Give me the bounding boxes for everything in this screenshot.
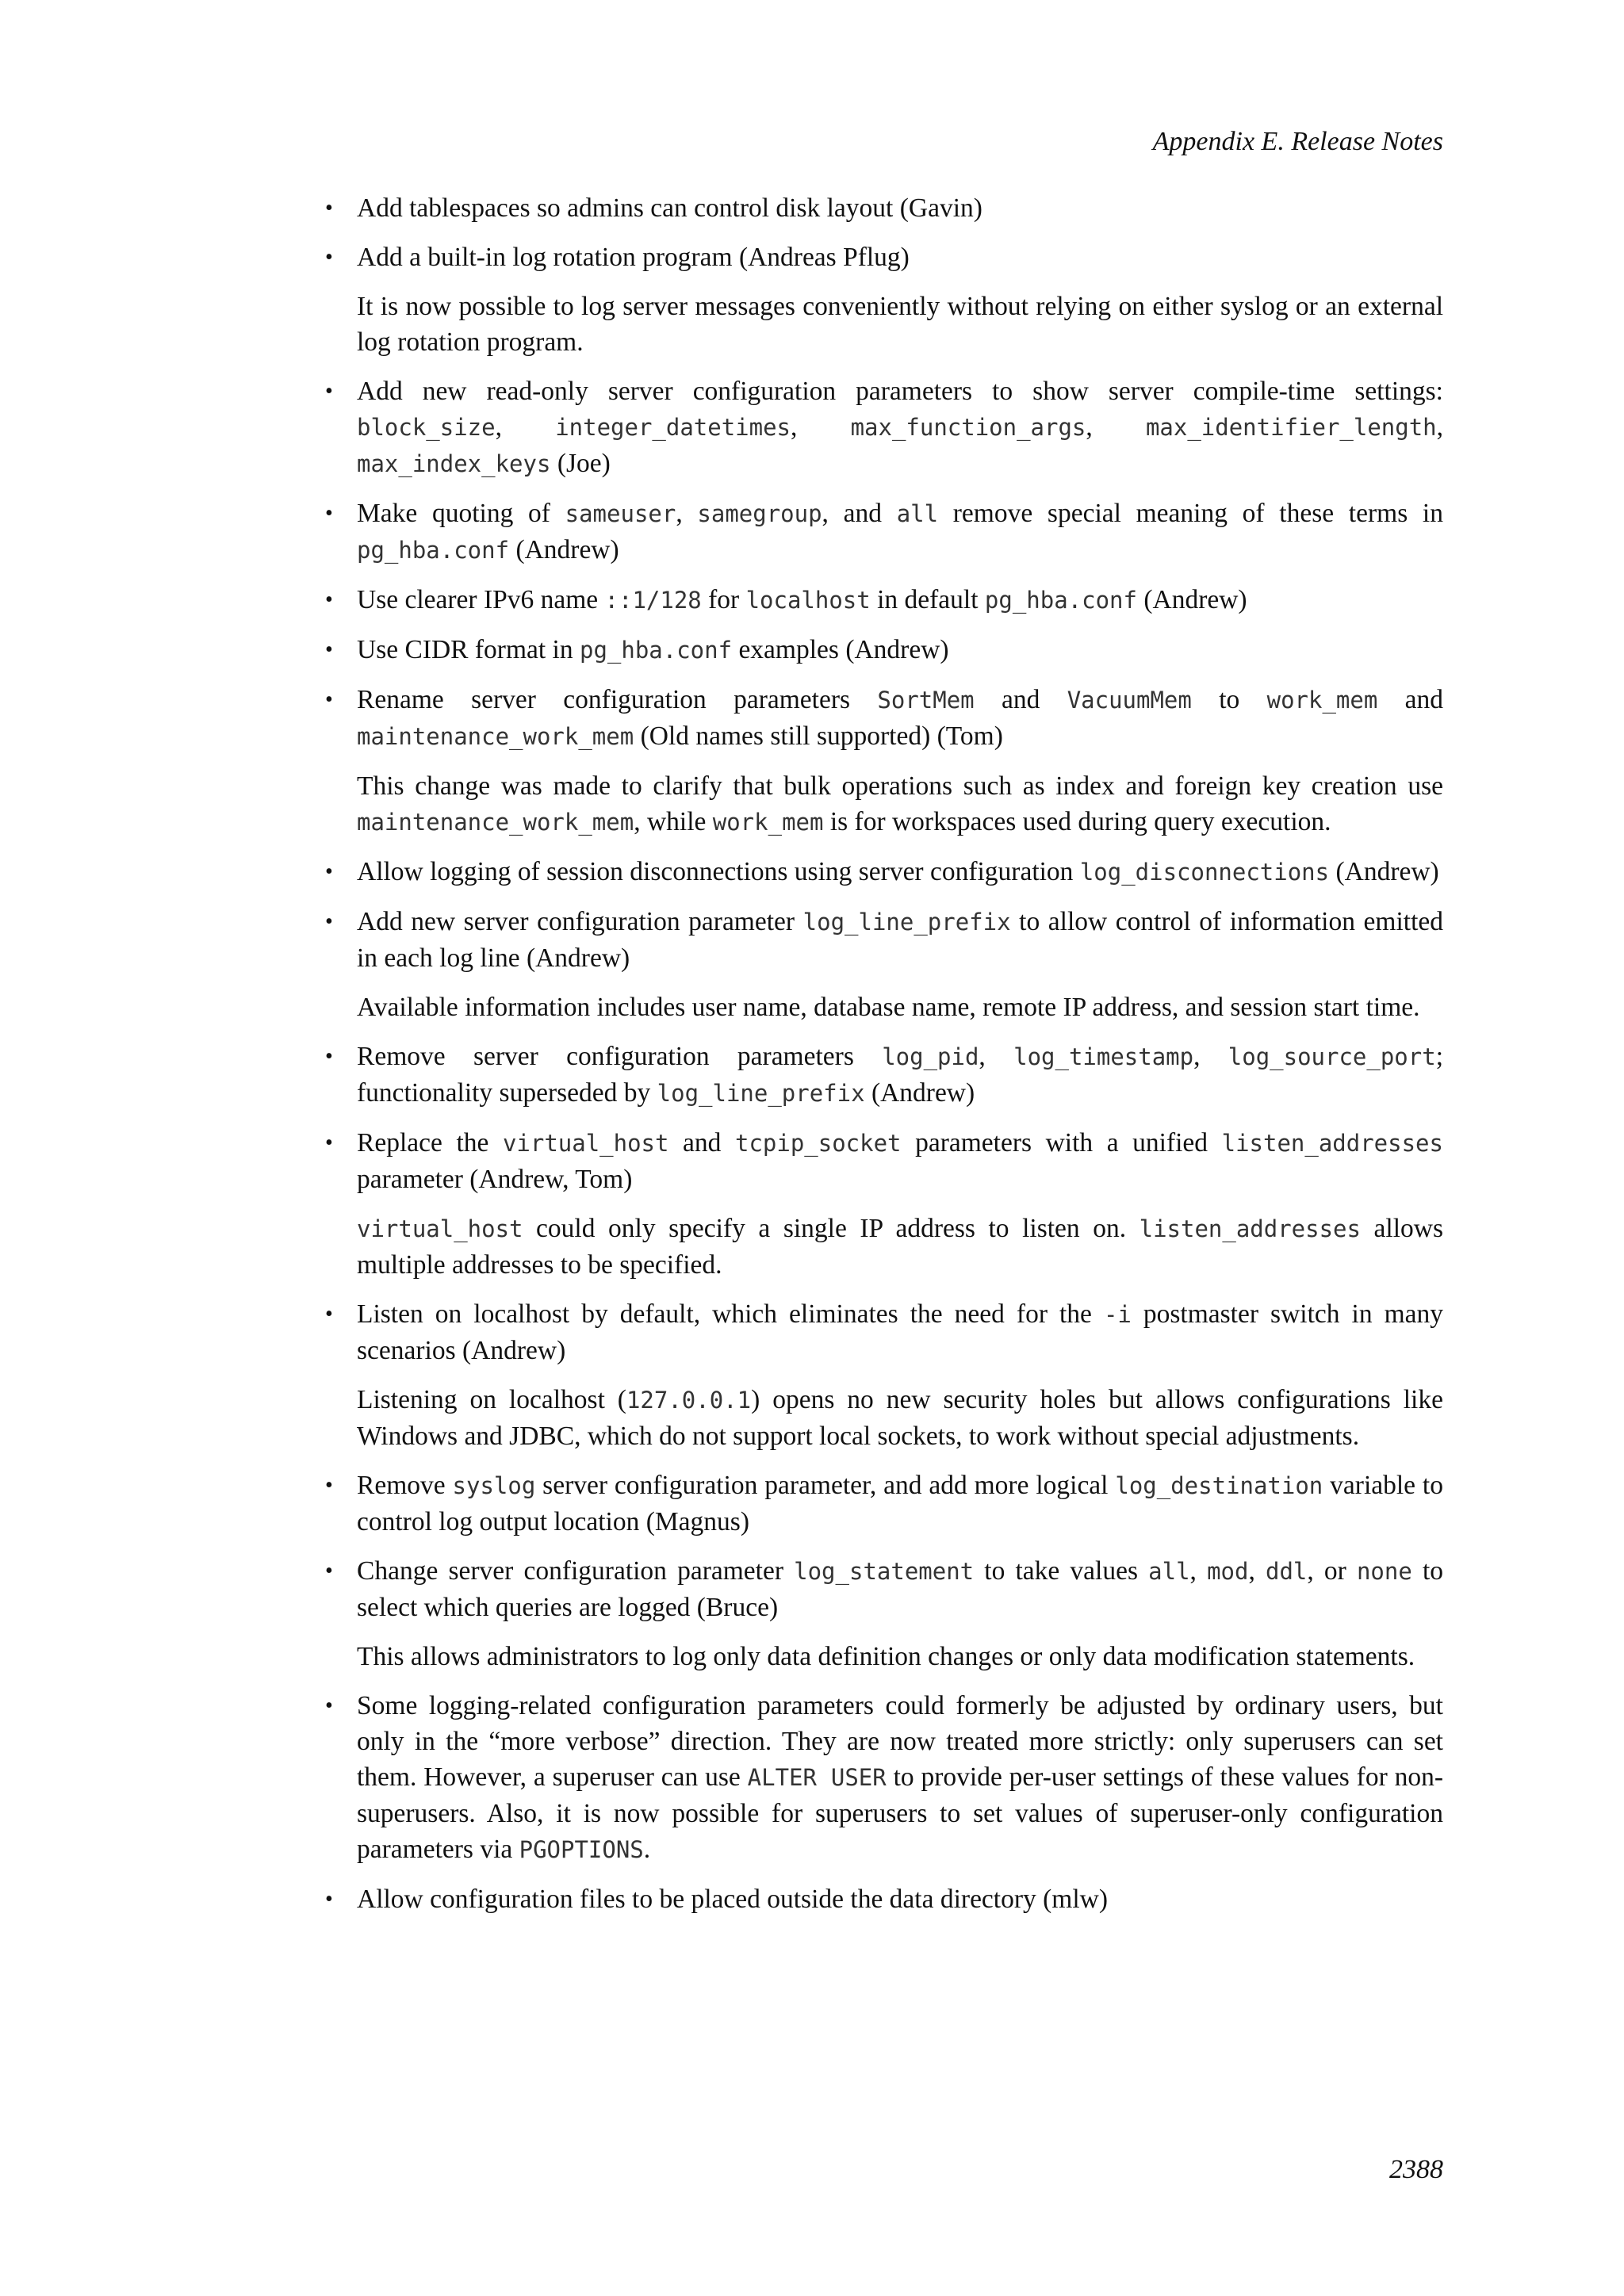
list-item [325, 1553, 1443, 1674]
text-run: , [1193, 1042, 1228, 1071]
item-note [357, 989, 1443, 1025]
bullet-icon: • [325, 859, 333, 884]
bullet-icon: • [325, 1302, 333, 1326]
text-run: ; functionality superseded by [357, 1042, 1444, 1108]
text-run: , [676, 499, 698, 528]
list-item [325, 239, 1443, 360]
bullet-icon: • [325, 1044, 333, 1069]
bullet-icon: • [325, 687, 333, 712]
item-text [357, 1296, 1443, 1368]
text-run: Rename server configuration parameters [357, 685, 878, 714]
text-run: to [1191, 685, 1267, 714]
code-term: pg_hba.conf [984, 587, 1137, 614]
text-run: for [701, 585, 746, 614]
code-term: log_destination [1115, 1472, 1323, 1499]
text-run: , while [634, 807, 713, 836]
code-term: log_disconnections [1079, 859, 1330, 886]
list-item [325, 190, 1443, 226]
code-term: PGOPTIONS [519, 1836, 644, 1863]
code-term: listen_addresses [1221, 1130, 1443, 1157]
list-item [325, 1468, 1443, 1540]
list-item [325, 1881, 1443, 1917]
bullet-icon: • [325, 379, 333, 404]
text-run: (Old names still supported) (Tom) [634, 721, 1003, 751]
bullet-icon: • [325, 1887, 333, 1911]
bullet-icon: • [325, 196, 333, 220]
code-term: maintenance_work_mem [357, 723, 634, 750]
text-run: This allows administrators to log only data definition changes or only data modification statements. [357, 1642, 1415, 1671]
code-term: max_function_args [850, 414, 1086, 441]
text-run: , or [1307, 1556, 1357, 1586]
list-item [325, 582, 1443, 618]
text-run: Add tablespaces so admins can control disk layout (Gavin) [357, 193, 982, 223]
item-text [357, 1881, 1443, 1917]
text-run: and [668, 1128, 735, 1158]
text-run: , [1248, 1556, 1266, 1586]
text-run: It is now possible to log server messages conveniently without relying on either syslog or an external log rotation program. [357, 292, 1443, 357]
text-run: examples (Andrew) [732, 635, 949, 664]
code-term: 127.0.0.1 [626, 1387, 752, 1414]
item-note [357, 1382, 1443, 1454]
text-run: Some logging-related configuration parameters could formerly be adjusted by ordinary users, but only in the “more verbose” direction. They are now treated more strictly: only superusers can set them. However, a superuser can use [357, 1691, 1443, 1792]
item-text [357, 190, 1443, 226]
code-term: log_pid [882, 1043, 979, 1070]
text-run: Allow logging of session disconnections using server configuration [357, 857, 1080, 886]
text-run: , [1086, 412, 1146, 442]
item-text [357, 239, 1443, 275]
running-header: Appendix E. Release Notes [1152, 127, 1443, 156]
code-term: virtual_host [357, 1215, 523, 1242]
text-run: Make quoting of [357, 499, 565, 528]
code-term: log_timestamp [1013, 1043, 1194, 1070]
text-run: (Andrew) [864, 1078, 975, 1108]
item-text [357, 1468, 1443, 1540]
text-run: in default [870, 585, 985, 614]
code-term: tcpip_socket [734, 1130, 902, 1157]
text-run: parameters with a unified [901, 1128, 1222, 1158]
code-term: all [1148, 1558, 1190, 1585]
text-run: to take values [974, 1556, 1149, 1586]
text-run: Add new server configuration parameter [357, 907, 803, 936]
text-run: (Andrew) [509, 535, 619, 564]
code-term: max_identifier_length [1145, 414, 1437, 441]
bullet-icon: • [325, 245, 333, 270]
text-run: Use CIDR format in [357, 635, 580, 664]
text-run: could only specify a single IP address to listen on. [523, 1214, 1139, 1243]
bullet-icon: • [325, 501, 333, 526]
code-term: maintenance_work_mem [357, 809, 634, 836]
text-run: (Andrew) [1329, 857, 1439, 886]
text-run: , [495, 412, 556, 442]
text-run: Add new read-only server configuration parameters to show server compile-time settings: [357, 377, 1443, 406]
text-run: Listening on localhost ( [357, 1385, 626, 1414]
item-note [357, 768, 1443, 840]
text-run: Allow configuration files to be placed outside the data directory (mlw) [357, 1885, 1109, 1914]
item-text [357, 1125, 1443, 1197]
item-note [357, 1211, 1443, 1283]
text-run: , [979, 1042, 1014, 1071]
text-run: Change server configuration parameter [357, 1556, 795, 1586]
list-item [325, 1125, 1443, 1283]
code-term: ddl [1266, 1558, 1308, 1585]
item-note [357, 289, 1443, 360]
code-term: pg_hba.conf [357, 537, 510, 564]
text-run: Add a built-in log rotation program (Andreas Pflug) [357, 243, 910, 272]
code-term: listen_addresses [1139, 1215, 1361, 1242]
list-item [325, 854, 1443, 890]
item-text [357, 1039, 1443, 1112]
code-term: sameuser [565, 500, 676, 527]
text-run: parameter (Andrew, Tom) [357, 1165, 633, 1194]
item-text [357, 582, 1443, 618]
text-run: Available information includes user name, database name, remote IP address, and session start time. [357, 993, 1420, 1022]
bullet-icon: • [325, 1131, 333, 1155]
text-run: to select which queries are logged (Bruce) [357, 1556, 1444, 1622]
code-term: -i [1103, 1301, 1132, 1328]
text-run: variable to control log output location (Magnus) [357, 1471, 1443, 1536]
text-run: Remove [357, 1471, 453, 1500]
list-item [325, 632, 1443, 668]
text-run: Remove server configuration parameters [357, 1042, 883, 1071]
text-run: to allow control of information emitted in each log line (Andrew) [357, 907, 1443, 973]
list-item [325, 904, 1443, 1025]
code-term: work_mem [712, 809, 824, 836]
code-term: syslog [452, 1472, 536, 1499]
code-term: all [896, 500, 939, 527]
code-term: localhost [745, 587, 871, 614]
item-text [357, 632, 1443, 668]
bullet-icon: • [325, 637, 333, 662]
code-term: block_size [357, 414, 496, 441]
text-run: This change was made to clarify that bulk operations such as index and foreign key creation use [357, 771, 1443, 801]
text-run: remove special meaning of these terms in [938, 499, 1443, 528]
item-text [357, 373, 1443, 482]
list-item [325, 682, 1443, 840]
item-text [357, 854, 1443, 890]
release-notes-list [325, 190, 1443, 1931]
text-run: (Andrew) [1136, 585, 1247, 614]
code-term: virtual_host [502, 1130, 669, 1157]
code-term: log_statement [794, 1558, 975, 1585]
bullet-icon: • [325, 909, 333, 934]
text-run: . [643, 1835, 651, 1864]
text-run: allows multiple addresses to be specified. [357, 1214, 1443, 1280]
text-run: server configuration parameter, and add more logical [535, 1471, 1116, 1500]
text-run: postmaster switch in many scenarios (Andrew) [357, 1299, 1444, 1365]
list-item [325, 496, 1443, 568]
text-run: and [974, 685, 1067, 714]
bullet-icon: • [325, 1473, 333, 1498]
text-run: , [1189, 1556, 1208, 1586]
text-run: , and [822, 499, 897, 528]
item-text [357, 904, 1443, 976]
item-text [357, 1688, 1443, 1868]
code-term: SortMem [877, 687, 975, 714]
code-term: VacuumMem [1067, 687, 1192, 714]
text-run: , [1436, 412, 1443, 442]
code-term: work_mem [1266, 687, 1378, 714]
code-term: ::1/128 [604, 587, 702, 614]
text-run: and [1377, 685, 1444, 714]
bullet-icon: • [325, 1559, 333, 1583]
bullet-icon: • [325, 587, 333, 612]
text-run: (Joe) [550, 449, 611, 478]
item-note [357, 1639, 1443, 1674]
text-run: Listen on localhost by default, which eliminates the need for the [357, 1299, 1104, 1329]
list-item [325, 1688, 1443, 1868]
code-term: ALTER USER [747, 1764, 887, 1791]
item-text [357, 496, 1443, 568]
code-term: none [1356, 1558, 1412, 1585]
code-term: pg_hba.conf [580, 637, 733, 664]
code-term: log_source_port [1228, 1043, 1436, 1070]
text-run: is for workspaces used during query execution. [823, 807, 1331, 836]
list-item [325, 1039, 1443, 1112]
code-term: max_index_keys [357, 450, 551, 477]
text-run: , [791, 412, 851, 442]
text-run: Use clearer IPv6 name [357, 585, 605, 614]
code-term: mod [1207, 1558, 1249, 1585]
list-item [325, 373, 1443, 482]
list-item [325, 1296, 1443, 1454]
item-text [357, 1553, 1443, 1625]
text-run: to provide per-user settings of these values for non-superusers. Also, it is now possible for superusers to set values of superuser-only configuration parameters via [357, 1762, 1443, 1864]
code-term: integer_datetimes [555, 414, 791, 441]
code-term: log_line_prefix [657, 1080, 865, 1107]
text-run: ) opens no new security holes but allows configurations like Windows and JDBC, which do not support local sockets, to work without special adjustments. [357, 1385, 1443, 1451]
code-term: samegroup [697, 500, 822, 527]
text-run: Replace the [357, 1128, 503, 1158]
page-number: 2388 [1389, 2155, 1443, 2184]
item-text [357, 682, 1443, 755]
code-term: log_line_prefix [802, 909, 1011, 936]
bullet-icon: • [325, 1693, 333, 1718]
